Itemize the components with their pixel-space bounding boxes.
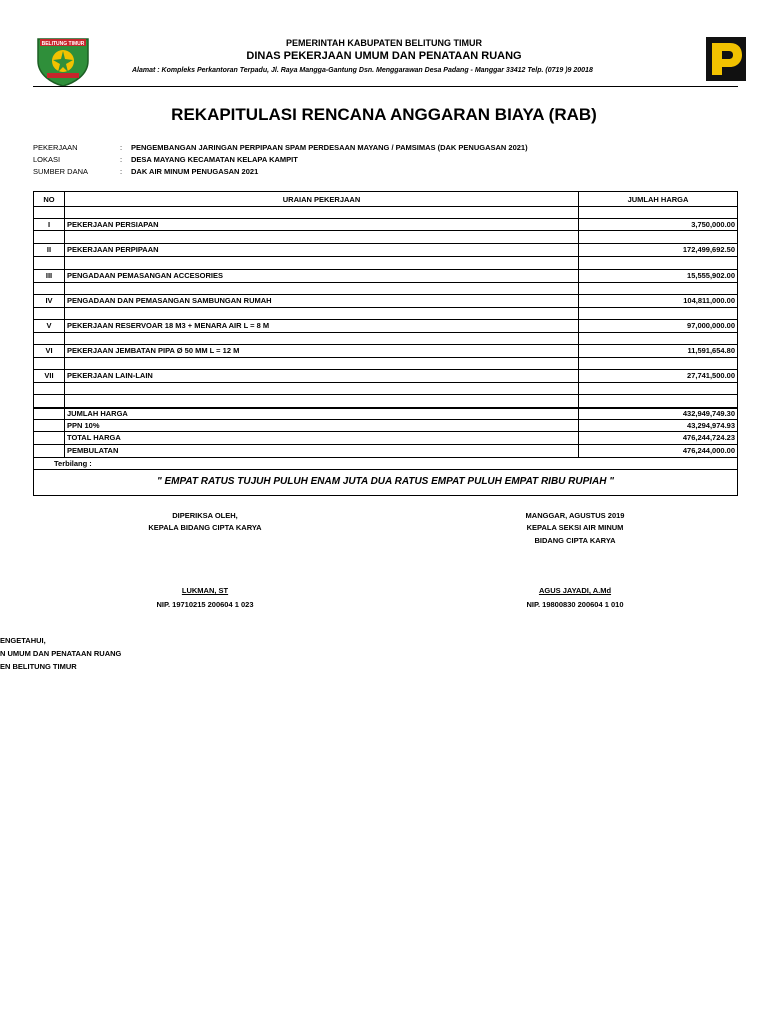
item-no: VII — [34, 369, 65, 382]
left-signature-line2: KEPALA BIDANG CIPTA KARYA — [148, 523, 262, 532]
item-jumlah: 11,591,654.80 — [687, 346, 735, 355]
item-uraian: PEKERJAAN LAIN-LAIN — [65, 369, 579, 382]
item-uraian: PENGADAAN PEMASANGAN ACCESORIES — [65, 269, 579, 282]
table-header-row — [34, 192, 737, 206]
table-row — [34, 243, 737, 256]
table-row — [34, 269, 737, 282]
info-sumber-dana-value: DAK AIR MINUM PENUGASAN 2021 — [131, 167, 259, 176]
info-pekerjaan-sep: : — [120, 143, 123, 152]
right-signature-place-date: MANGGAR, AGUSTUS 2019 — [525, 511, 625, 520]
office-address: Alamat : Kompleks Perkantoran Terpadu, Jl. Raya Mangga-Gantung Dsn. Menggarawan Desa Padang - Manggar 33412 Telp. (0719 )9 20018 — [132, 67, 593, 74]
table-row — [34, 395, 737, 407]
item-uraian: PEKERJAAN RESERVOAR 18 M3 + MENARA AIR L = 8 M — [65, 319, 579, 332]
item-uraian: PENGADAAN DAN PEMASANGAN SAMBUNGAN RUMAH — [65, 294, 579, 307]
item-uraian: PEKERJAAN PERPIPAAN — [65, 243, 579, 256]
item-uraian: PEKERJAAN JEMBATAN PIPA Ø 50 MM L = 12 M — [65, 344, 579, 357]
info-pekerjaan-value: PENGEMBANGAN JARINGAN PERPIPAAN SPAM PERDESAAN MAYANG / PAMSIMAS (DAK PENUGASAN 2021) — [131, 143, 528, 152]
header-jumlah: JUMLAH HARGA — [627, 194, 689, 204]
rab-table — [33, 191, 738, 496]
terbilang-text: " EMPAT RATUS TUJUH PULUH ENAM JUTA DUA RATUS EMPAT PULUH EMPAT RIBU RUPIAH " — [156, 476, 615, 487]
table-row — [34, 218, 737, 230]
total-label: TOTAL HARGA — [65, 431, 579, 444]
item-no: III — [34, 269, 65, 282]
item-no: V — [34, 319, 65, 332]
total-row — [34, 431, 737, 444]
department-name: DINAS PEKERJAAN UMUM DAN PENATAAN RUANG — [246, 50, 522, 62]
right-signature-name: AGUS JAYADI, A.Md — [538, 586, 612, 595]
pu-logo — [706, 37, 746, 81]
terbilang-label: Terbilang : — [54, 459, 92, 468]
approval-line2: N UMUM DAN PENATAAN RUANG — [0, 649, 122, 658]
total-row — [34, 419, 737, 431]
item-jumlah: 104,811,000.00 — [683, 296, 735, 305]
item-jumlah: 172,499,692.50 — [682, 245, 735, 254]
table-row — [34, 319, 737, 332]
table-row — [34, 257, 737, 269]
letterhead-divider — [33, 86, 738, 87]
info-lokasi-label: LOKASI — [33, 155, 61, 164]
logo-text: BELITUNG TIMUR — [41, 41, 85, 47]
item-no: II — [34, 243, 65, 256]
table-row — [34, 308, 737, 319]
table-row — [34, 294, 737, 307]
total-value: 43,294,974.93 — [687, 420, 735, 430]
item-jumlah: 15,555,902.00 — [687, 271, 735, 280]
info-lokasi-sep: : — [120, 155, 123, 164]
total-value: 476,244,000.00 — [682, 446, 735, 455]
header-no: NO — [34, 192, 65, 206]
total-value: 476,244,724.23 — [682, 433, 735, 442]
table-row — [34, 383, 737, 394]
total-label: PPN 10% — [65, 419, 579, 431]
info-lokasi-value: DESA MAYANG KECAMATAN KELAPA KAMPIT — [131, 155, 298, 164]
header-uraian: URAIAN PEKERJAAN — [65, 192, 579, 206]
left-signature-line1: DIPERIKSA OLEH, — [172, 511, 238, 520]
item-no: IV — [34, 294, 65, 307]
item-no: I — [34, 218, 65, 230]
total-label: PEMBULATAN — [65, 444, 579, 457]
item-jumlah: 3,750,000.00 — [691, 219, 735, 229]
approval-line3: EN BELITUNG TIMUR — [0, 662, 77, 671]
right-signature-line1: KEPALA SEKSI AIR MINUM — [526, 523, 624, 532]
table-row — [34, 369, 737, 382]
table-row — [34, 283, 737, 294]
total-row — [34, 408, 737, 419]
table-row — [34, 358, 737, 369]
approval-line1: ENGETAHUI, — [0, 636, 46, 645]
total-row — [34, 444, 737, 457]
info-sumber-dana-sep: : — [120, 167, 123, 176]
info-pekerjaan-label: PEKERJAAN — [33, 143, 78, 152]
total-value: 432,949,749.30 — [682, 409, 735, 418]
item-no: VI — [34, 344, 65, 357]
document-title: REKAPITULASI RENCANA ANGGARAN BIAYA (RAB) — [171, 105, 597, 124]
table-row — [34, 207, 737, 218]
item-uraian: PEKERJAAN PERSIAPAN — [65, 218, 579, 230]
left-signature-nip: NIP. 19710215 200604 1 023 — [156, 600, 254, 609]
table-row — [34, 344, 737, 357]
table-row — [34, 333, 737, 344]
government-name: PEMERINTAH KABUPATEN BELITUNG TIMUR — [286, 38, 482, 48]
item-jumlah: 97,000,000.00 — [687, 321, 735, 330]
item-jumlah: 27,741,500.00 — [687, 371, 735, 380]
table-row — [34, 231, 737, 243]
info-sumber-dana-label: SUMBER DANA — [33, 167, 89, 176]
right-signature-line2: BIDANG CIPTA KARYA — [534, 536, 616, 545]
left-signature-name: LUKMAN, ST — [181, 586, 229, 595]
total-label: JUMLAH HARGA — [65, 408, 579, 419]
right-signature-nip: NIP. 19800830 200604 1 010 — [526, 600, 624, 609]
